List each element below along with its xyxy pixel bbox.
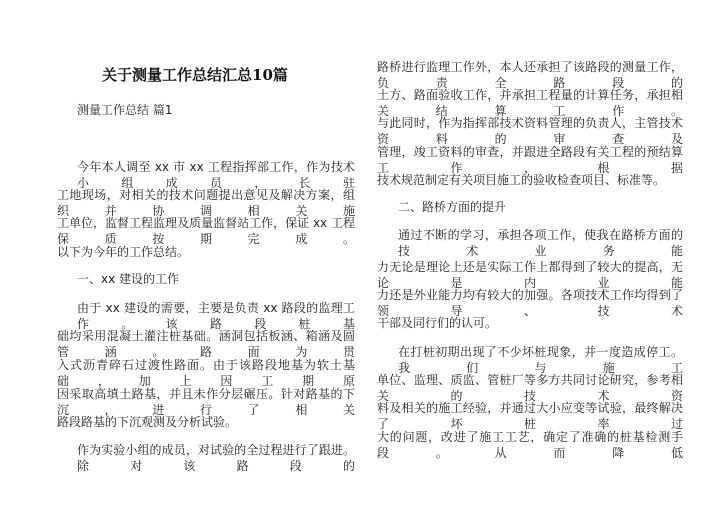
- document-title: 关于测量工作总结汇总10篇: [102, 66, 288, 84]
- paragraph-line: 土方、路面验收工作，并承担工程量的计算任务，承担相关结算工作。: [377, 88, 683, 118]
- paragraph-line: 干部及同行们的认可。: [377, 316, 498, 330]
- paragraph-line: 大的问题，改进了施工工艺，确定了准确的桩基检测手段。从而降低: [377, 430, 683, 460]
- section-heading: 一、xx 建设的工作: [77, 272, 180, 286]
- paragraph-line: 技术规范制定有关项目施工的验收检查项目、标准等。: [377, 173, 666, 187]
- paragraph-line: 力无论是理论上还是实际工作上都得到了较大的提高，无论是内业能: [377, 260, 683, 290]
- paragraph-line: 作为实验小组的成员，对试验的全过程进行了跟进。除对该路段的: [77, 443, 355, 473]
- paragraph-line: 由于 xx 建设的需要，主要是负责 xx 路段的监理工作。该路段桩基: [77, 301, 355, 331]
- paragraph-line: 工地现场，对相关的技术问题提出意见及解决方案，组织并协调相关施: [57, 188, 355, 218]
- paragraph-line: 单位、监理、质监、管桩厂等多方共同讨论研究，参考相关的技术资: [377, 373, 683, 403]
- paragraph-line: 因采取高填土路基，并且未作分层碾压。针对路基的下沉，进行了相关: [57, 387, 355, 417]
- section-heading: 二、路桥方面的提升: [398, 200, 507, 214]
- paragraph-line: 工单位，监督工程监理及质量监督站工作，保证 xx 工程保质按期完成。: [57, 216, 355, 246]
- paragraph-line: 与此同时，作为指挥部技术资料管理的负责人，主管技术资料的审查及: [377, 116, 683, 146]
- paragraph-line: 础均采用混凝土灌注桩基础。涵洞包括板涵、箱涵及圆管涵。路面为贯: [57, 329, 355, 359]
- paragraph-line: 通过不断的学习，承担各项工作，使我在路桥方面的技术业务能: [398, 228, 683, 258]
- paragraph-line: 路段路基的下沉观测及分析试验。: [57, 415, 238, 429]
- paragraph-line: 路桥进行监理工作外，本人还承担了该路段的测量工作，负责全路段的: [377, 60, 683, 90]
- paragraph-line: 今年本人调至 xx 市 xx 工程指挥部工作，作为技术小组成员，长驻: [77, 160, 355, 190]
- paragraph-line: 管理，竣工资料的审查，并跟进全路段有关工程的预结算工作，根据: [377, 145, 683, 175]
- paragraph-line: 在打桩初期出现了不少坏桩现象，并一度造成停工。我们与施工: [398, 345, 683, 375]
- paragraph-line: 入式沥青碎石过渡性路面。由于该路段地基为软土基础，加上因工期原: [57, 358, 355, 388]
- paragraph-line: 料及相关的施工经验，并通过大小应变等试验，最终解决了坏桩率过: [377, 401, 683, 431]
- section-subtitle: 测量工作总结 篇1: [77, 103, 173, 117]
- paragraph-line: 以下为今年的工作总结。: [57, 245, 190, 259]
- paragraph-line: 力还是外业能力均有较大的加强。各项技术工作均得到了领导、技术: [377, 288, 683, 318]
